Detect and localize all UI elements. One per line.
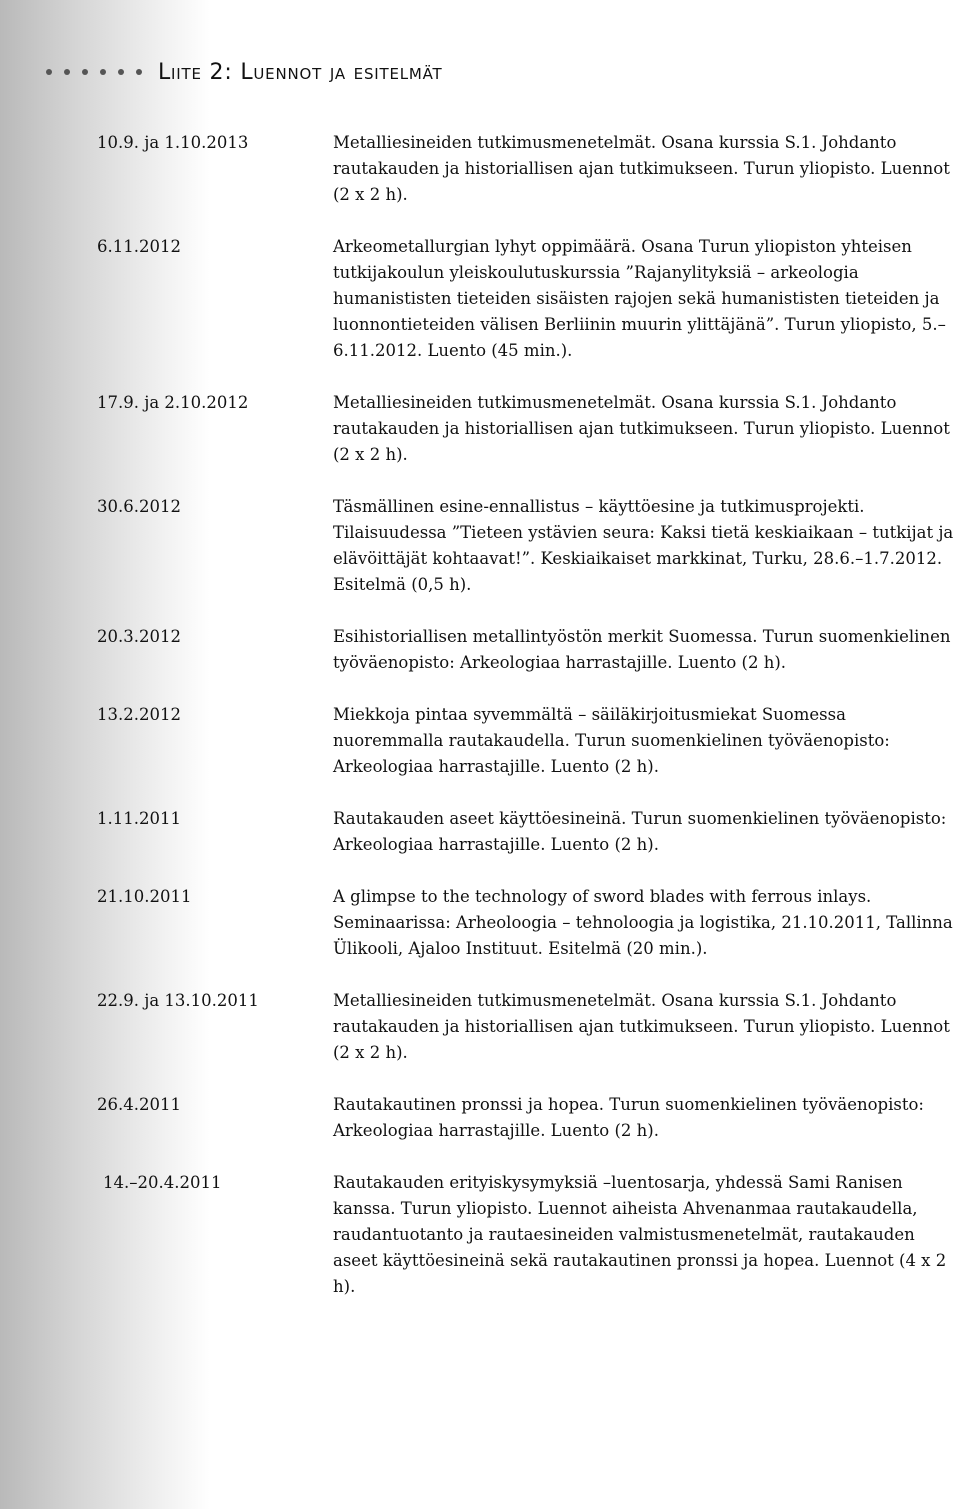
bullet-icon: [100, 69, 106, 75]
entry-date: 21.10.2011: [97, 887, 192, 906]
entry-date: 1.11.2011: [97, 809, 181, 828]
entry-description: Metalliesineiden tutkimusmenetelmät. Osana kurssia S.1. Johdanto rautakauden ja historiallisen ajan tutkimukseen. Turun yliopisto. Luennot (2 x 2 h).: [333, 133, 950, 204]
entry-description: Täsmällinen esine-ennallistus – käyttöesine ja tutkimusprojekti. Tilaisuudessa ”Tieteen ystävien seura: Kaksi tietä keskiaikaan – tutkijat ja elävöittäjät kohtaavat!”. Keskiaikaiset markkinat, Turku, 28.6.–1.7.2012. Esitelmä (0,5 h).: [333, 497, 954, 594]
entry-date: 10.9. ja 1.10.2013: [97, 133, 249, 152]
list-item: [97, 390, 957, 468]
list-item: [97, 234, 957, 364]
list-item: [97, 624, 957, 676]
entry-date: 13.2.2012: [97, 705, 181, 724]
entry-description: Miekkoja pintaa syvemmältä – säiläkirjoitusmiekat Suomessa nuoremmalla rautakaudella. Turun suomenkielinen työväenopisto: Arkeologiaa harrastajille. Luento (2 h).: [333, 705, 890, 776]
entry-description: Arkeometallurgian lyhyt oppimäärä. Osana Turun yliopiston yhteisen tutkijakoulun yleiskoulutuskurssia ”Rajanylityksiä – arkeologia humanististen tieteiden sisäisten rajojen sekä humanististen tieteiden ja luonnontieteiden välisen Berliinin muurin ylittäjänä”. Turun yliopisto, 5.–6.11.2012. Luento (45 min.).: [333, 237, 946, 360]
entry-date: 30.6.2012: [97, 497, 181, 516]
entry-description: Esihistoriallisen metallintyöstön merkit Suomessa. Turun suomenkielinen työväenopisto: Arkeologiaa harrastajille. Luento (2 h).: [333, 627, 951, 672]
entry-description: Metalliesineiden tutkimusmenetelmät. Osana kurssia S.1. Johdanto rautakauden ja historiallisen ajan tutkimukseen. Turun yliopisto. Luennot (2 x 2 h).: [333, 393, 950, 464]
entry-description: Metalliesineiden tutkimusmenetelmät. Osana kurssia S.1. Johdanto rautakauden ja historiallisen ajan tutkimukseen. Turun yliopisto. Luennot (2 x 2 h).: [333, 991, 950, 1062]
section-title: Liite 2: Luennot ja esitelmät: [158, 59, 443, 85]
list-item: [97, 494, 957, 598]
entry-date: 20.3.2012: [97, 627, 181, 646]
list-item: [97, 130, 957, 208]
list-item: [97, 988, 957, 1066]
entry-date: 6.11.2012: [97, 237, 181, 256]
bullet-icon: [46, 69, 52, 75]
bullet-icon: [64, 69, 70, 75]
entry-description: Rautakauden erityiskysymyksiä –luentosarja, yhdessä Sami Ranisen kanssa. Turun yliopisto. Luennot aiheista Ahvenanmaa rautakaudella, raudantuotanto ja rautaesineiden valmistusmenetelmät, rautakauden aseet käyttöesineinä sekä rautakautinen pronssi ja hopea. Luennot (4 x 2 h).: [333, 1173, 947, 1296]
entry-date: 26.4.2011: [97, 1095, 181, 1114]
entry-description: Rautakautinen pronssi ja hopea. Turun suomenkielinen työväenopisto: Arkeologiaa harrastajille. Luento (2 h).: [333, 1095, 924, 1140]
bullet-icon: [82, 69, 88, 75]
lecture-list: [97, 130, 957, 1326]
list-item: [97, 702, 957, 780]
bullet-icon: [136, 69, 142, 75]
bullet-row: [46, 69, 142, 75]
list-item: [97, 1092, 957, 1144]
list-item: [97, 1170, 957, 1300]
list-item: [97, 806, 957, 858]
list-item: [97, 884, 957, 962]
entry-description: Rautakauden aseet käyttöesineinä. Turun suomenkielinen työväenopisto: Arkeologiaa harrastajille. Luento (2 h).: [333, 809, 947, 854]
entry-date: 17.9. ja 2.10.2012: [97, 393, 249, 412]
entry-date: 22.9. ja 13.10.2011: [97, 991, 259, 1010]
entry-description: A glimpse to the technology of sword blades with ferrous inlays. Seminaarissa: Arheoloogia – tehnoloogia ja logistika, 21.10.2011, Tallinna Ülikooli, Ajaloo Instituut. Esitelmä (20 min.).: [333, 887, 953, 958]
entry-date: 14.–20.4.2011: [103, 1173, 222, 1192]
bullet-icon: [118, 69, 124, 75]
section-header: [46, 56, 443, 88]
